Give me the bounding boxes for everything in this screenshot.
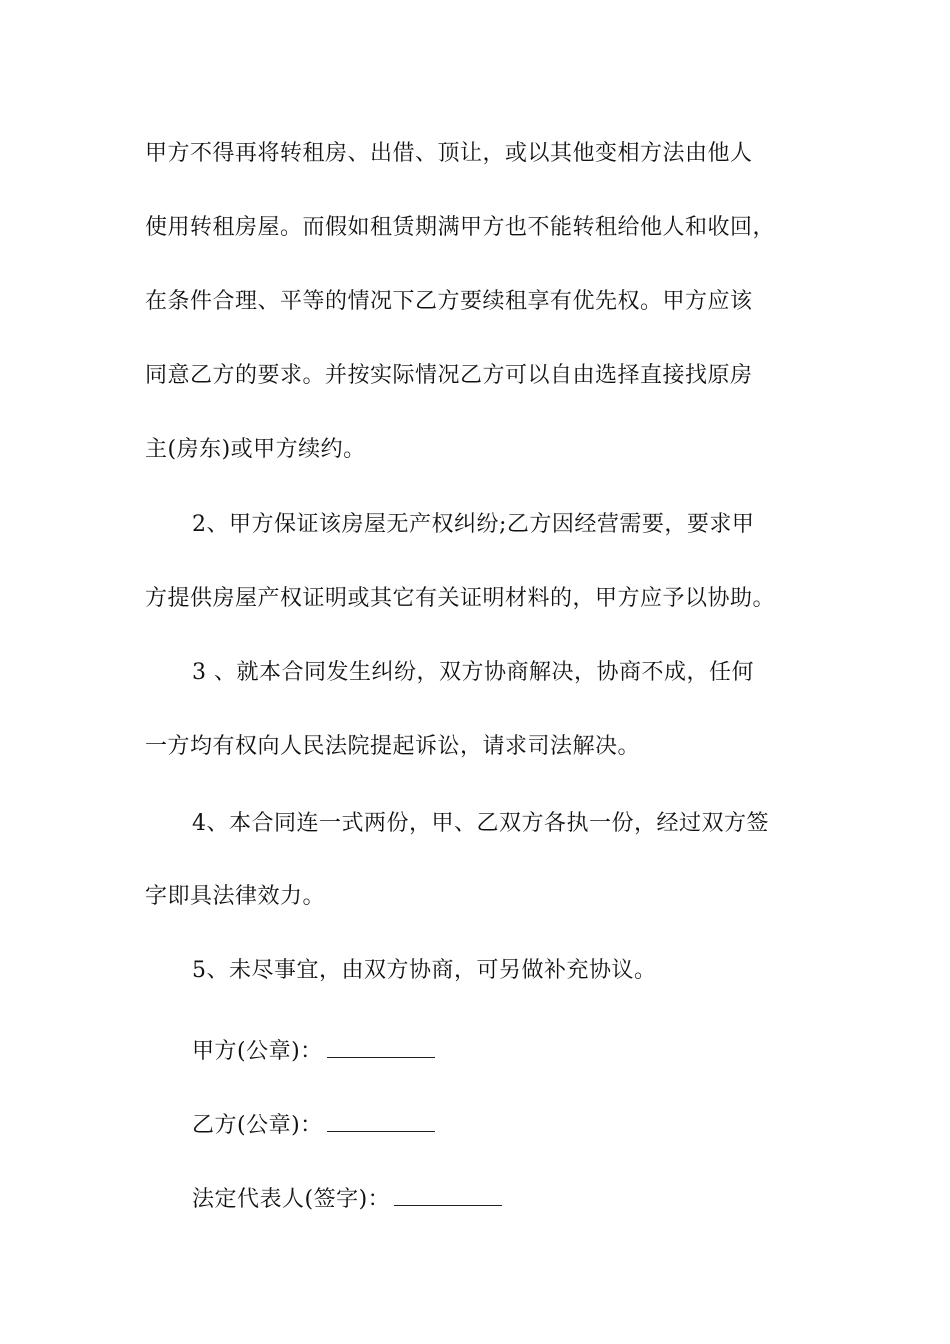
signature-blank (327, 1109, 435, 1132)
paragraph-line: 甲方不得再将转租房、出借、顶让，或以其他变相方法由他人 (145, 141, 753, 166)
clause-2-line: 2、甲方保证该房屋无产权纠纷;乙方因经营需要，要求甲 (192, 512, 755, 537)
clause-2-line: 方提供房屋产权证明或其它有关证明材料的，甲方应予以协助。 (145, 586, 776, 611)
clause-3-line: 3 、就本合同发生纠纷，双方协商解决，协商不成，任何 (192, 660, 754, 685)
clause-3-line: 一方均有权向人民法院提起诉讼，请求司法解决。 (145, 734, 641, 759)
paragraph-line: 同意乙方的要求。并按实际情况乙方可以自由选择直接找原房 (145, 363, 753, 388)
signature-party-a (192, 1035, 892, 1067)
signature-label: 乙方(公章)： (192, 1113, 323, 1138)
paragraph-line: 在条件合理、平等的情况下乙方要续租享有优先权。甲方应该 (145, 289, 753, 314)
signature-label: 甲方(公章)： (192, 1039, 323, 1064)
signature-party-b (192, 1109, 892, 1141)
clause-4-line: 4、本合同连一式两份，甲、乙双方各执一份，经过双方签 (192, 811, 769, 836)
signature-blank (394, 1183, 502, 1206)
clause-4-line: 字即具法律效力。 (145, 884, 326, 909)
signature-legal-rep (192, 1183, 892, 1215)
paragraph-line: 主(房东)或甲方续约。 (145, 437, 366, 462)
paragraph-line: 使用转租房屋。而假如租赁期满甲方也不能转租给他人和收回， (145, 215, 776, 240)
clause-5-line: 5、未尽事宜，由双方协商，可另做补充协议。 (192, 958, 657, 983)
signature-label: 法定代表人(签字)： (192, 1187, 391, 1212)
signature-blank (327, 1035, 435, 1058)
